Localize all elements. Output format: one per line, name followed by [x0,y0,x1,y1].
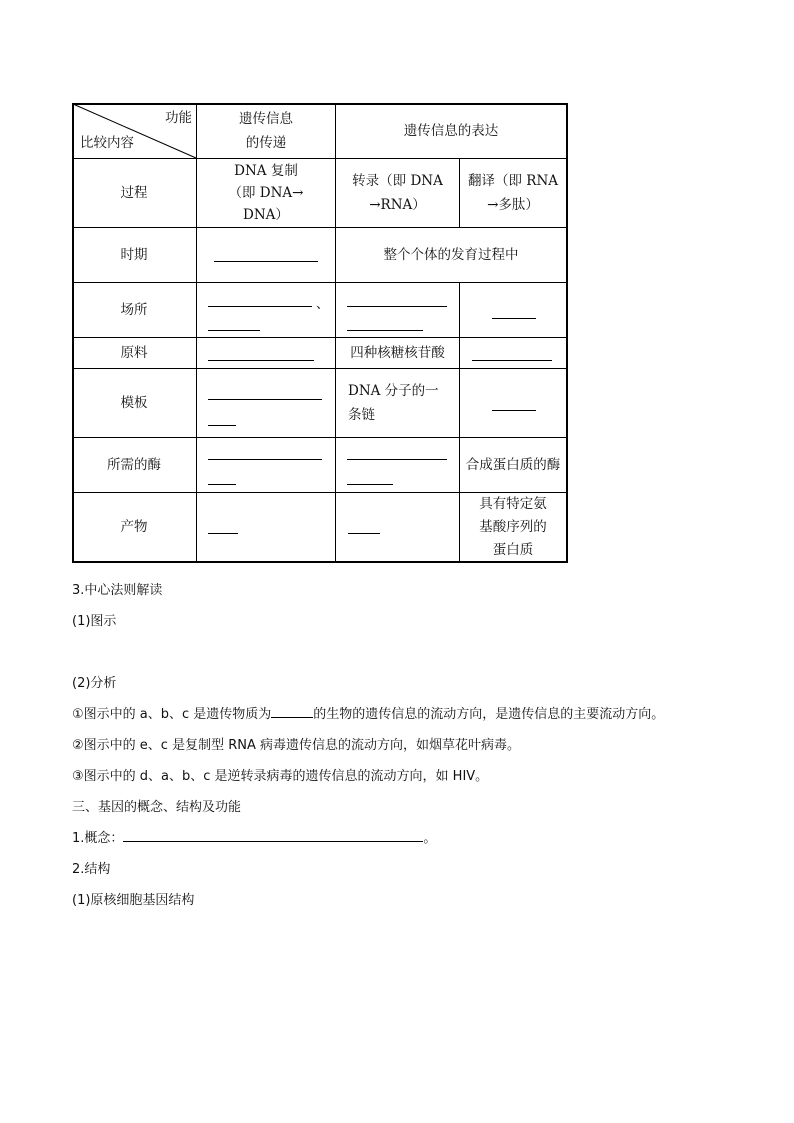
analysis-point-1: ①图示中的 a、b、c 是遗传物质为 的生物的遗传信息的流动方向，是遗传信息的主要流动方向。 [72,707,665,722]
gene-concept-line: 1.概念： 。 [72,831,437,846]
fill-blank [472,360,552,361]
subheading-prokaryote: (1)原核细胞基因结构 [72,893,195,908]
enzyme-translation: 合成蛋白质的酶 [465,457,561,473]
header-transmission: 遗传信息 的传递 [239,110,293,151]
row-label-enzyme: 所需的酶 [107,457,161,473]
fill-blank [347,306,447,307]
template-transcription: DNA 分子的一 条链 [348,383,439,423]
fill-blank [347,484,393,485]
fill-blank [492,410,536,411]
fill-blank [271,705,313,718]
row-label-process: 过程 [120,185,148,201]
fill-blank [208,425,236,426]
fill-blank [214,261,318,262]
comparison-table [72,103,568,563]
process-replication: DNA 复制 （即 DNA→ DNA） [228,163,304,223]
fill-blank [208,360,314,361]
process-translation: 翻译（即 RNA →多肽） [467,173,559,213]
fill-blank [208,484,236,485]
fill-blank [208,330,260,331]
analysis-point-3: ③图示中的 d、a、b、c 是逆转录病毒的遗传信息的流动方向，如 HIV。 [72,769,489,784]
product-translation: 具有特定氨 基酸序列的 蛋白质 [479,495,547,558]
fill-blank [492,318,536,319]
fill-blank [347,330,423,331]
corner-label-comparison: 比较内容 [80,135,134,151]
fill-blank [348,533,380,534]
analysis-point-2: ②图示中的 e、c 是复制型 RNA 病毒遗传信息的流动方向，如烟草花叶病毒。 [72,738,520,753]
subheading-diagram: (1)图示 [72,614,117,629]
section-heading-gene: 三、基因的概念、结构及功能 [72,800,242,815]
fill-blank [208,459,322,460]
row-label-product: 产物 [120,519,148,535]
period-replication-cell [197,228,335,282]
row-label-material: 原料 [120,345,148,361]
fill-blank [208,399,322,400]
fill-blank [208,533,238,534]
corner-label-function: 功能 [165,110,192,126]
process-transcription: 转录（即 DNA →RNA） [352,173,443,213]
fill-blank [123,829,423,842]
header-expression: 遗传信息的表达 [403,122,499,139]
row-label-site: 场所 [120,302,148,318]
fill-blank [208,306,312,307]
subheading-analysis: (2)分析 [72,676,117,691]
table-border-right [566,103,568,563]
period-expression: 整个个体的发育过程中 [383,247,519,263]
material-transcription: 四种核糖核苷酸 [350,345,445,361]
row-label-template: 模板 [120,395,148,411]
subheading-structure: 2.结构 [72,862,111,877]
row-label-period: 时期 [120,247,148,263]
section-heading-central-dogma: 3.中心法则解读 [72,583,163,598]
site-separator-mark: 、 [316,297,330,312]
fill-blank [347,459,447,460]
